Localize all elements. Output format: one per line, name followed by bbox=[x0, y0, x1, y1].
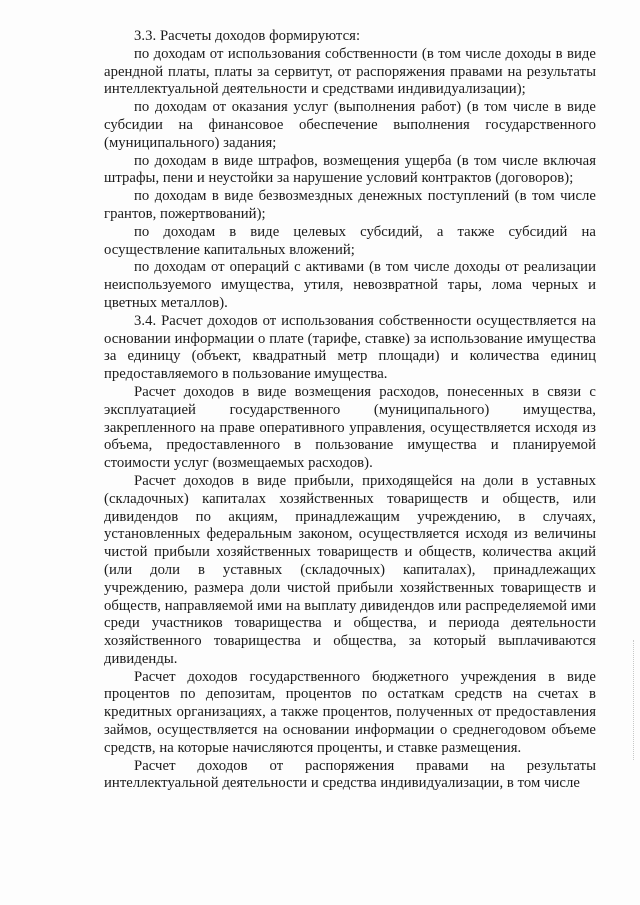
paragraph-grants-income: по доходам в виде безвозмездных денежных поступлений (в том числе грантов, пожертвований); bbox=[104, 188, 596, 222]
paragraph-services-income: по доходам от оказания услуг (выполнения работ) (в том числе в виде субсидии на финансовое обеспечение выполнения государственного (муниципального) задания; bbox=[104, 99, 596, 151]
document-body bbox=[104, 28, 596, 793]
paragraph-interest-income: Расчет доходов государственного бюджетного учреждения в виде процентов по депозитам, процентов по остаткам средств на счетах в кредитных организациях, а также процентов, полученных от предоставления займов, осуществляется на основании информации о среднегодовом объеме средств, на которые начисляются проценты, и ставке размещения. bbox=[104, 668, 596, 756]
paragraph-property-income: по доходам от использования собственности (в том числе доходы в виде арендной платы, платы за сервитут, от распоряжения правами на результаты интеллектуальной деятельности и средствами индивидуализации); bbox=[104, 45, 596, 98]
paragraph-fines-income: по доходам в виде штрафов, возмещения ущерба (в том числе включая штрафы, пени и неустойки за нарушение условий контрактов (договоров); bbox=[104, 152, 596, 187]
paragraph-3-4-property-calc: 3.4. Расчет доходов от использования собственности осуществляется на основании информации о плате (тарифе, ставке) за использование имущества за единицу (объект, квадратный метр площади) и количества единиц предоставляемого в пользование имущества. bbox=[104, 312, 596, 383]
scan-edge-artifact bbox=[633, 640, 636, 760]
paragraph-profit-dividends: Расчет доходов в виде прибыли, приходящейся на доли в уставных (складочных) капиталах хозяйственных товариществ и обществ, или дивидендов по акциям, принадлежащим учреждению, в случаях, установленных федеральным законом, осуществляется исходя из величины чистой прибыли хозяйственных товариществ и обществ, количества акций (или доли в уставных (складочных) капиталах), принадлежащих учреждению, размера доли чистой прибыли хозяйственных товариществ и обществ, направляемой ими на выплату дивидендов или распределяемой ими среди участников товарищества и общества, и периода деятельности хозяйственного товарищества и общества, за который выплачиваются дивиденды. bbox=[104, 472, 596, 667]
paragraph-intellectual-rights: Расчет доходов от распоряжения правами на результаты интеллектуальной деятельности и средства индивидуализации, в том числе bbox=[104, 757, 596, 792]
paragraph-expense-reimbursement: Расчет доходов в виде возмещения расходов, понесенных в связи с эксплуатацией государственного (муниципального) имущества, закрепленного на праве оперативного управления, осуществляется исходя из объема, предоставленного в пользование имущества и планируемой стоимости услуг (возмещаемых расходов). bbox=[104, 383, 596, 472]
paragraph-targeted-subsidies: по доходам в виде целевых субсидий, а также субсидий на осуществление капитальных вложений; bbox=[104, 223, 596, 258]
paragraph-3-3-heading: 3.3. Расчеты доходов формируются: bbox=[134, 28, 361, 44]
paragraph-asset-operations: по доходам от операций с активами (в том числе доходы от реализации неиспользуемого имущества, утиля, невозвратной тары, лома черных и цветных металлов). bbox=[104, 259, 596, 311]
